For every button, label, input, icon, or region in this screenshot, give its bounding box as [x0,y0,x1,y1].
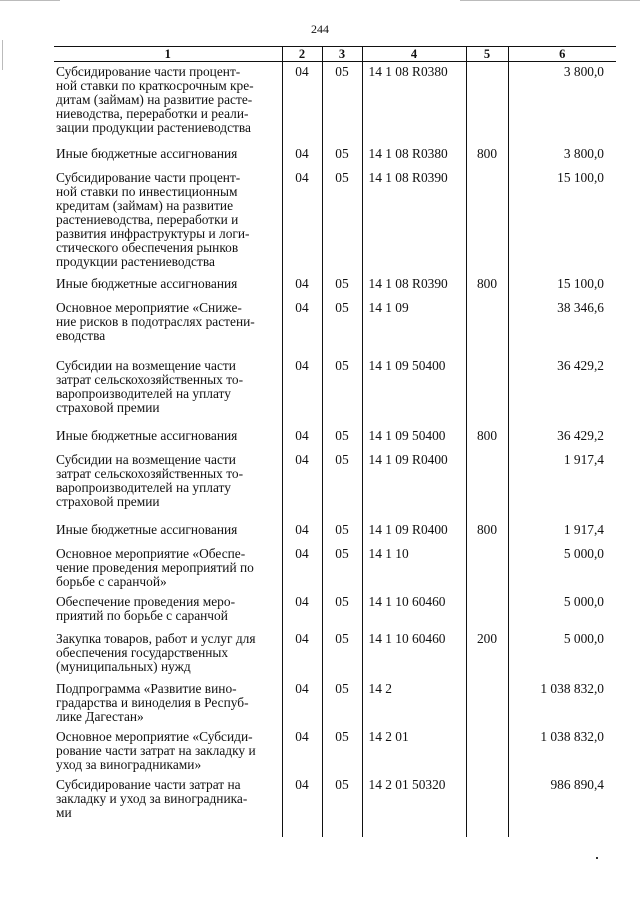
row-name-line: дитам (займам) на развитие расте- [56,92,253,107]
crop-mark-left-edge [2,40,3,70]
row-name-line: рование части затрат на закладку и [56,742,256,758]
row-name-line: Закупка товаров, работ и услуг для [56,630,256,646]
row-amount: 5 000,0 [508,592,616,629]
row-name-line: Иные бюджетные ассигнования [56,521,238,537]
row-section-code: 04 [282,727,322,775]
table-row [54,426,616,450]
row-amount: 5 000,0 [508,629,616,679]
row-name [54,450,282,520]
row-expense-type-code [466,356,508,426]
row-name-line: Иные бюджетные ассигнования [56,427,238,443]
row-amount: 1 917,4 [508,450,616,520]
row-section-code: 04 [282,592,322,629]
table-body [54,62,616,837]
row-subsection-code: 05 [322,62,362,144]
table-row [54,356,616,426]
col-header-3: 3 [322,47,362,62]
row-expense-type-code [466,168,508,274]
row-name [54,356,282,426]
row-name [54,520,282,544]
row-subsection-code: 05 [322,592,362,629]
row-name-line: обеспечения государственных [56,644,229,660]
row-expense-type-code: 200 [466,629,508,679]
row-name-line: Основное мероприятие «Обеспе- [56,545,246,561]
row-target-article-code: 14 1 08 R0380 [362,144,466,168]
row-name [54,592,282,629]
row-name-line: кредитам (займам) на развитие [56,197,234,213]
row-amount: 5 000,0 [508,544,616,592]
table-row [54,592,616,629]
col-header-4: 4 [362,47,466,62]
row-name-line: лике Дагестан» [56,708,144,724]
row-name-line: Обеспечение проведения меро- [56,593,236,609]
row-expense-type-code [466,450,508,520]
row-expense-type-code [466,544,508,592]
row-name [54,727,282,775]
row-name-line: Основное мероприятие «Субсиди- [56,728,253,744]
row-target-article-code: 14 1 08 R0390 [362,274,466,298]
row-target-article-code: 14 1 09 R0400 [362,520,466,544]
col-header-6: 6 [508,47,616,62]
row-name-line: закладку и уход за виноградника- [56,790,248,806]
table-row [54,298,616,356]
col-header-2: 2 [282,47,322,62]
row-subsection-code: 05 [322,679,362,727]
row-section-code: 04 [282,426,322,450]
row-amount: 3 800,0 [508,62,616,144]
row-name-line: Субсидирование части затрат на [56,776,241,792]
row-expense-type-code [466,775,508,837]
row-amount: 38 346,6 [508,298,616,356]
row-target-article-code: 14 1 09 50400 [362,426,466,450]
row-name-line: развития инфраструктуры и логи- [56,225,250,241]
row-subsection-code: 05 [322,629,362,679]
row-name-line: стического обеспечения рынков [56,239,239,255]
row-subsection-code: 05 [322,775,362,837]
row-name-line: зации продукции растениеводства [56,120,252,135]
row-amount: 1 038 832,0 [508,727,616,775]
row-amount: 36 429,2 [508,426,616,450]
page-number: 244 [311,22,329,36]
row-section-code: 04 [282,775,322,837]
row-section-code: 04 [282,298,322,356]
row-name-line: градарства и виноделия в Респуб- [56,694,249,710]
row-name-line: страховой премии [56,399,160,415]
table-row [54,727,616,775]
row-name-line: Подпрограмма «Развитие вино- [56,680,237,696]
row-amount: 15 100,0 [508,274,616,298]
row-amount: 36 429,2 [508,356,616,426]
row-subsection-code: 05 [322,168,362,274]
row-section-code: 04 [282,274,322,298]
row-target-article-code: 14 1 08 R0380 [362,62,466,144]
row-name-line: продукции растениеводства [56,253,215,269]
table-header-row [54,47,616,62]
row-expense-type-code: 800 [466,426,508,450]
row-target-article-code: 14 1 08 R0390 [362,168,466,274]
row-name-line: Иные бюджетные ассигнования [56,145,238,161]
row-name-line: ние рисков в подотраслях растени- [56,313,255,329]
row-amount: 3 800,0 [508,144,616,168]
row-name-line: ной ставки по инвестиционным [56,183,238,199]
row-name-line: ниеводства, переработки и реали- [56,106,249,121]
row-name-line: Иные бюджетные ассигнования [56,275,238,291]
row-name-line: Основное мероприятие «Сниже- [56,299,242,315]
row-expense-type-code [466,727,508,775]
row-expense-type-code: 800 [466,144,508,168]
row-section-code: 04 [282,144,322,168]
row-subsection-code: 05 [322,450,362,520]
row-section-code: 04 [282,168,322,274]
table-row [54,544,616,592]
row-section-code: 04 [282,544,322,592]
row-amount: 1 038 832,0 [508,679,616,727]
table-row [54,775,616,837]
row-name-line: ми [56,804,72,820]
table-row [54,168,616,274]
row-name [54,629,282,679]
table-row [54,629,616,679]
row-target-article-code: 14 2 01 [362,727,466,775]
row-name-line: Субсидии на возмещение части [56,451,236,467]
row-expense-type-code [466,62,508,144]
row-name-line: Субсидирование части процент- [56,64,241,79]
row-name-line: варопроизводителей на уплату [56,385,231,401]
row-section-code: 04 [282,356,322,426]
row-name [54,62,282,144]
row-name [54,274,282,298]
row-name-line: Субсидирование части процент- [56,169,241,185]
row-name-line: еводства [56,327,106,343]
row-subsection-code: 05 [322,356,362,426]
row-subsection-code: 05 [322,274,362,298]
row-target-article-code: 14 1 10 [362,544,466,592]
crop-mark-top-right [460,0,640,1]
row-name [54,298,282,356]
row-amount: 1 917,4 [508,520,616,544]
row-target-article-code: 14 1 09 R0400 [362,450,466,520]
row-target-article-code: 14 1 09 50400 [362,356,466,426]
row-name-line: ной ставки по краткосрочным кре- [56,78,254,93]
row-subsection-code: 05 [322,727,362,775]
row-name [54,775,282,837]
row-name-line: приятий по борьбе с саранчой [56,607,228,623]
budget-table [54,46,616,837]
row-expense-type-code: 800 [466,520,508,544]
table-row [54,144,616,168]
row-name-line: затрат сельскохозяйственных то- [56,465,244,481]
row-expense-type-code [466,298,508,356]
row-name [54,426,282,450]
row-subsection-code: 05 [322,544,362,592]
row-section-code: 04 [282,520,322,544]
row-section-code: 04 [282,629,322,679]
row-subsection-code: 05 [322,144,362,168]
table-row [54,679,616,727]
row-name-line: Субсидии на возмещение части [56,357,236,373]
row-section-code: 04 [282,450,322,520]
row-name-line: страховой премии [56,493,160,509]
row-section-code: 04 [282,679,322,727]
row-name [54,544,282,592]
row-expense-type-code: 800 [466,274,508,298]
table-row [54,450,616,520]
row-name-line: затрат сельскохозяйственных то- [56,371,244,387]
row-target-article-code: 14 1 10 60460 [362,592,466,629]
row-name [54,679,282,727]
stray-ink-mark [596,857,598,859]
row-target-article-code: 14 1 10 60460 [362,629,466,679]
col-header-1: 1 [54,47,282,62]
row-section-code: 04 [282,62,322,144]
row-name-line: варопроизводителей на уплату [56,479,231,495]
row-name-line: борьбе с саранчой» [56,573,167,589]
row-amount: 986 890,4 [508,775,616,837]
row-amount: 15 100,0 [508,168,616,274]
row-name-line: растениеводства, переработки и [56,211,239,227]
col-header-5: 5 [466,47,508,62]
row-expense-type-code [466,592,508,629]
table-row [54,520,616,544]
row-target-article-code: 14 2 [362,679,466,727]
row-name [54,168,282,274]
row-subsection-code: 05 [322,520,362,544]
row-expense-type-code [466,679,508,727]
crop-mark-top-left [0,0,60,1]
row-name-line: уход за виноградниками» [56,756,202,772]
row-name-line: чение проведения мероприятий по [56,559,254,575]
row-subsection-code: 05 [322,426,362,450]
row-subsection-code: 05 [322,298,362,356]
row-target-article-code: 14 2 01 50320 [362,775,466,837]
table-row [54,62,616,144]
table-row [54,274,616,298]
row-name-line: (муниципальных) нужд [56,658,191,674]
row-name [54,144,282,168]
row-target-article-code: 14 1 09 [362,298,466,356]
